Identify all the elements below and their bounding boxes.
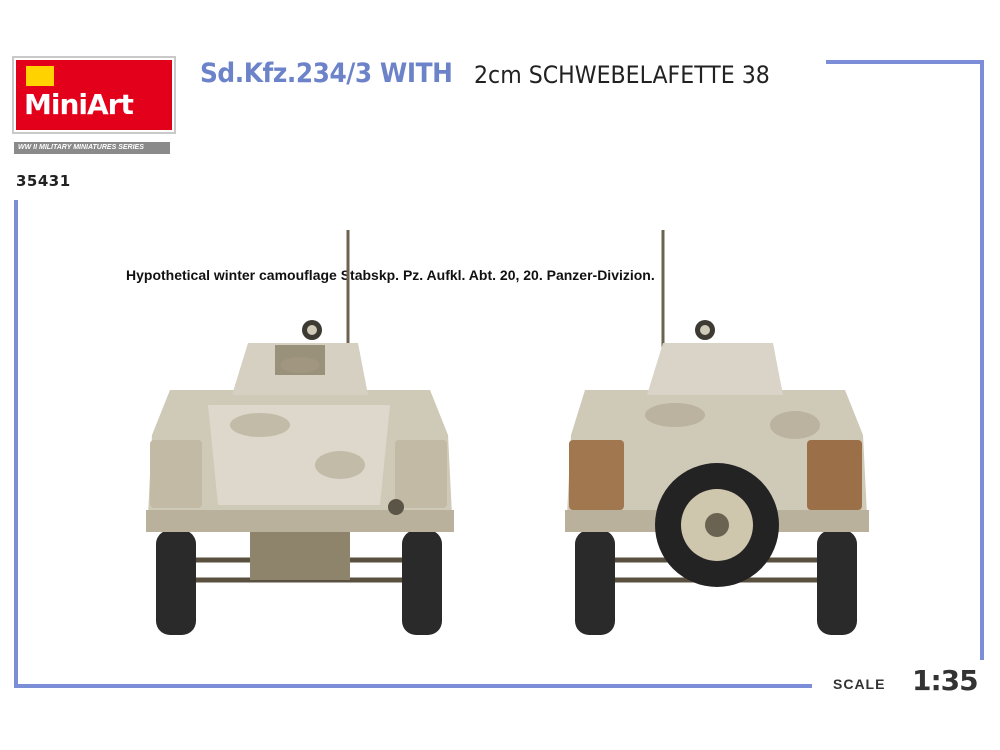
frame-bottom-line (14, 684, 812, 688)
logo-text: MiniArt (24, 88, 133, 121)
frame-top-line (826, 60, 984, 64)
camouflage-caption: Hypothetical winter camouflage Stabskp. Pz. Aufkl. Abt. 20, 20. Panzer-Divizion. (126, 267, 655, 283)
frame-right-line (980, 60, 984, 660)
armored-car-rear-illustration (555, 225, 875, 640)
frame-left-line (14, 200, 18, 687)
logo-accent-shape (26, 66, 54, 86)
armored-car-front-illustration (140, 225, 460, 640)
scale-label: SCALE (833, 676, 886, 692)
catalog-number: 35431 (16, 172, 71, 190)
series-label: WW II MILITARY MINIATURES SERIES (18, 144, 144, 151)
title-main: Sd.Kfz.234/3 WITH (200, 58, 453, 89)
scale-value: 1:35 (912, 664, 978, 697)
title-sub: 2cm SCHWEBELAFETTE 38 (474, 61, 770, 89)
